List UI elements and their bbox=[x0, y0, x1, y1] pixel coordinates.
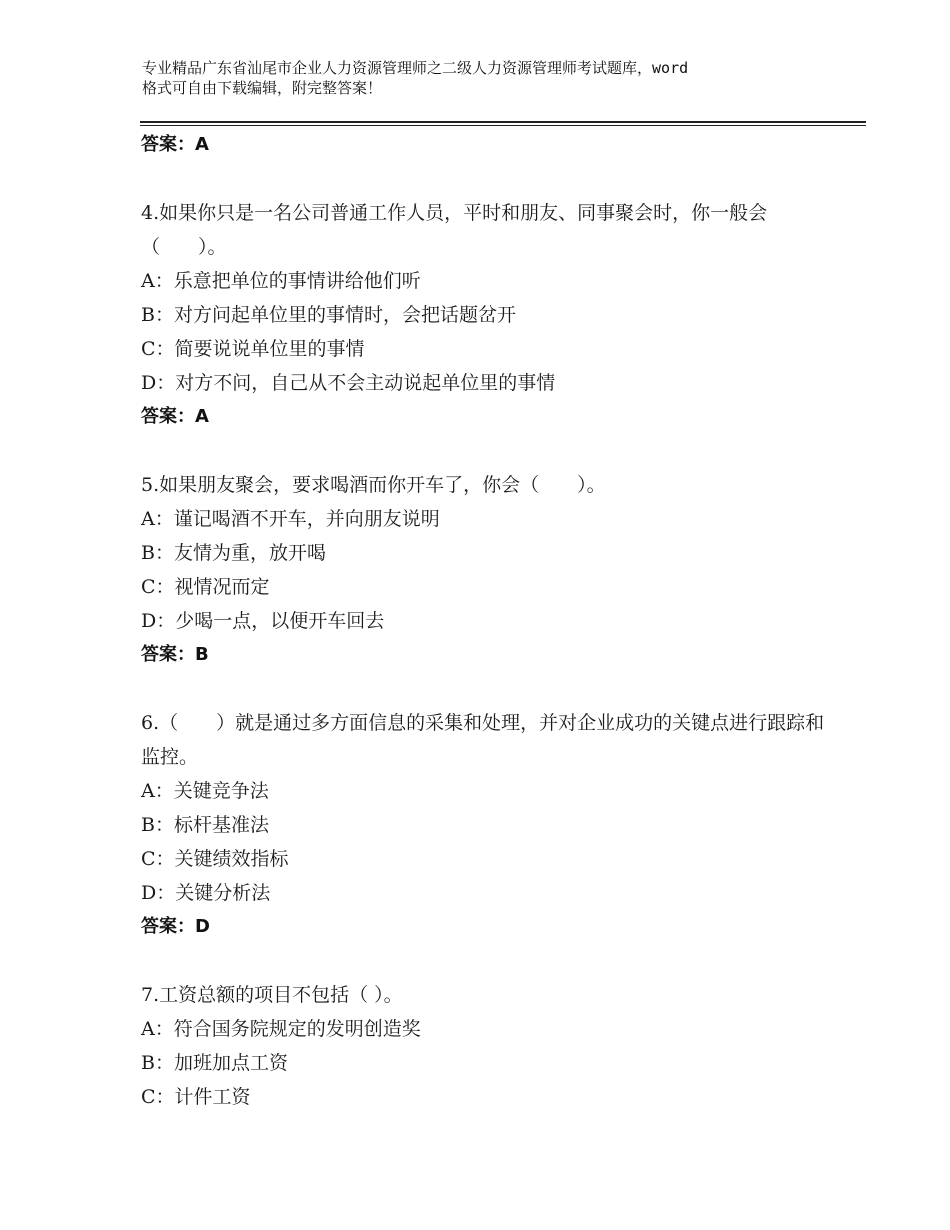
option-c: C：关键绩效指标 bbox=[141, 848, 289, 870]
option-a: A：乐意把单位的事情讲给他们听 bbox=[141, 270, 421, 292]
option-c: C：简要说说单位里的事情 bbox=[141, 338, 365, 360]
option-a: A：关键竞争法 bbox=[141, 780, 269, 802]
question-item bbox=[141, 196, 841, 434]
question-item bbox=[141, 978, 841, 1114]
question-list bbox=[141, 128, 841, 1114]
document-header bbox=[142, 58, 842, 98]
question-text: 4.如果你只是一名公司普通工作人员，平时和朋友、同事聚会时，你一般会（ ）。 bbox=[141, 202, 768, 258]
header-line-2: 格式可自由下载编辑，附完整答案！ bbox=[142, 79, 383, 97]
spacer bbox=[141, 672, 841, 706]
option-b: B：友情为重，放开喝 bbox=[141, 542, 326, 564]
option-c: C：视情况而定 bbox=[141, 576, 270, 598]
option-a: A：谨记喝酒不开车，并向朋友说明 bbox=[141, 508, 440, 530]
question-text: 6.（ ）就是通过多方面信息的采集和处理，并对企业成功的关键点进行跟踪和监控。 bbox=[141, 712, 825, 768]
option-d: D：对方不问，自己从不会主动说起单位里的事情 bbox=[141, 372, 556, 394]
option-b: B：对方问起单位里的事情时，会把话题岔开 bbox=[141, 304, 516, 326]
spacer bbox=[141, 434, 841, 468]
question-text: 7.工资总额的项目不包括（ ）。 bbox=[141, 984, 403, 1006]
answer-label: 答案：A bbox=[141, 406, 209, 427]
answer-label: 答案：D bbox=[141, 916, 210, 937]
answer-label: 答案：A bbox=[141, 134, 209, 155]
option-d: D：少喝一点，以便开车回去 bbox=[141, 610, 385, 632]
option-a: A：符合国务院规定的发明创造奖 bbox=[141, 1018, 421, 1040]
option-b: B：加班加点工资 bbox=[141, 1052, 288, 1074]
option-b: B：标杆基准法 bbox=[141, 814, 269, 836]
question-item bbox=[141, 468, 841, 672]
option-d: D：关键分析法 bbox=[141, 882, 271, 904]
answer-label: 答案：B bbox=[141, 644, 209, 665]
question-text: 5.如果朋友聚会，要求喝酒而你开车了，你会（ ）。 bbox=[141, 474, 606, 496]
option-c: C：计件工资 bbox=[141, 1086, 251, 1108]
header-divider-thin bbox=[140, 125, 866, 126]
question-item bbox=[141, 706, 841, 944]
header-line-1: 专业精品广东省汕尾市企业人力资源管理师之二级人力资源管理师考试题库，word bbox=[142, 59, 689, 77]
spacer bbox=[141, 162, 841, 196]
spacer bbox=[141, 944, 841, 978]
header-divider-thick bbox=[140, 121, 866, 123]
